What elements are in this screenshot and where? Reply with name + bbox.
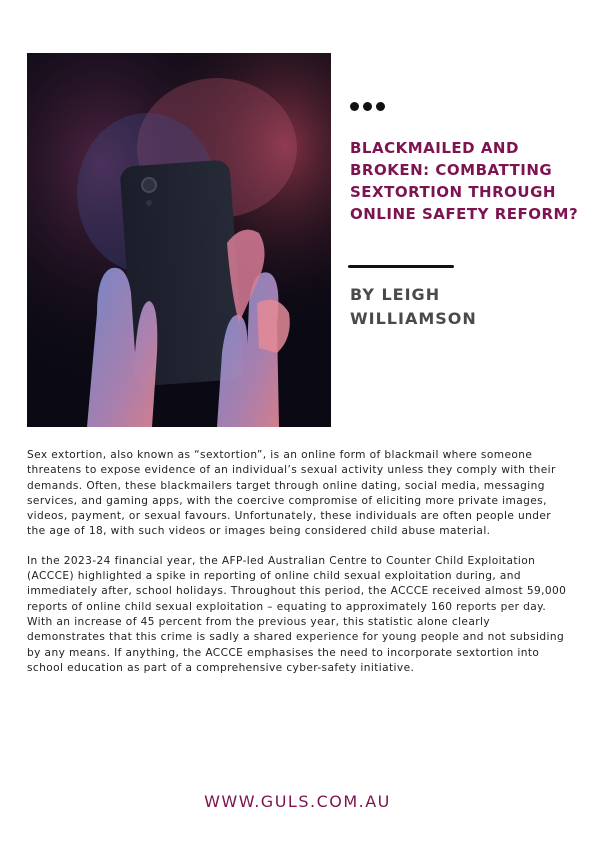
hero-photo bbox=[27, 53, 331, 427]
hands-holding-phone-illustration bbox=[27, 53, 331, 427]
divider-rule bbox=[348, 265, 454, 268]
article-body bbox=[27, 448, 572, 690]
body-paragraph: Sex extortion, also known as “sextortion”, is an online form of blackmail where someone threatens to expose evidence of an individual’s sexual activity unless they comply with their demands. Often, these blackmailers target through online dating, social media, messaging services, and gaming apps, with the coercive compromise of eliciting more private images, videos, payment, or sexual favours. Unfortunately, these individuals are often people under the age of 18, with such videos or images being considered child abuse material. bbox=[27, 449, 556, 538]
footer-website-link[interactable]: WWW.GULS.COM.AU bbox=[204, 792, 391, 811]
body-paragraph: In the 2023-24 financial year, the AFP-led Australian Centre to Counter Child Exploitation (ACCCE) highlighted a spike in reporting of online child sexual exploitation during, and immediately after, school holidays. Throughout this period, the ACCCE received almost 59,000 reports of online child sexual exploitation – equating to approximately 160 reports per day. With an increase of 45 percent from the previous year, this statistic alone clearly demonstrates that this crime is sadly a shared experience for young people and not subsiding by any means. If anything, the ACCCE emphasises the need to incorporate sextortion into school education as part of a comprehensive cyber-safety initiative. bbox=[27, 554, 567, 674]
more-dots-icon bbox=[350, 102, 385, 111]
article-byline: BY LEIGH WILLIAMSON bbox=[350, 285, 477, 328]
article-headline: BLACKMAILED AND BROKEN: COMBATTING SEXTORTION THROUGH ONLINE SAFETY REFORM? bbox=[350, 139, 579, 223]
